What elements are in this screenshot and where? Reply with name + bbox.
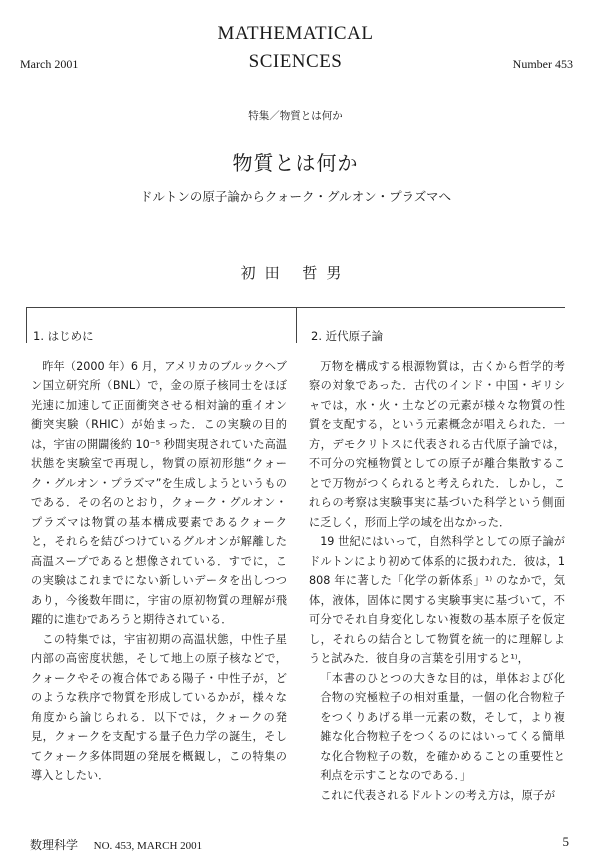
issue-number: Number 453: [512, 57, 573, 71]
body-paragraph: 19 世紀にはいって，自然科学としての原子論がドルトンにより初めて体系的に扱われた．彼は，1808 年に著した「化学の新体系」¹⁾ のなかで，気体，液体，固体に関する実験事実に基づいて，不可分でそれ自身変化しない複数の基本原子を仮定し，それらの結合として物質を統一的に理解しようと試みた．彼自身の言葉を引用すると¹⁾，: [309, 535, 565, 665]
right-column-marker: [296, 307, 297, 343]
article-title: 物質とは何か: [232, 151, 359, 175]
body-paragraph: 万物を構成する根源物質は，古くから哲学的考察の対象であった．古代のインド・中国・ギリシャでは，水・火・土などの元素が様々な物質の性質を支配する，という元素概念が唱えられた．一方，デモクリトスに代表される古代原子論では，不可分の究極物質としての原子が離合集散することで万物がつくられると考えられた．しかし，これらの考察は実験事実に基づいた科学という側面に乏しく，形而上学の域を出なかった．: [309, 359, 565, 529]
body-paragraph: これに代表されるドルトンの考え方は，原子が: [320, 788, 556, 802]
body-paragraph: この特集では，宇宙初期の高温状態，中性子星内部の高密度状態，そして地上の原子核などで，クォークやその複合体である陽子・中性子が，どのような秩序で物質を形成しているかが，様々な角度から論じられる．以下では，クォークの発見，クォークを支配する量子色力学の誕生，そしてクォーク多体問題の発展を概観し，この特集の導入としたい．: [31, 632, 287, 782]
section-heading-intro: 1. はじめに: [33, 329, 94, 343]
journal-title-line1: MATHEMATICAL: [217, 23, 374, 44]
left-column: [31, 315, 287, 786]
right-column: [309, 315, 565, 805]
section-heading-atomism: 2. 近代原子論: [311, 329, 384, 343]
page-number: 5: [562, 834, 569, 849]
footer-issue-meta: NO. 453, MARCH 2001: [93, 840, 203, 852]
body-paragraph: 昨年（2000 年）6 月，アメリカのブルックヘブン国立研究所（BNL）で，金の原子核同士をほぼ光速に加速して正面衝突させる相対論的重イオン衝突実験（RHIC）が始まった．この実験の目的は，宇宙の開闢後約 10⁻⁵ 秒間実現されていた高温状態を実験室で再現し，物質の原初形態“クォーク・グルオン・プラズマ”を生成しようというものである．その名のとおり，クォーク・グルオン・プラズマは物質の基本構成要素であるクォークと，それらを結びつけているグルオンが解離した高温スープであると想像されている．すでに，この実験はこれまでにない新しいデータを出しつつあり，今後数年間に，宇宙の原初物質の理解が飛躍的に進むであろうと期待されている．: [31, 359, 287, 626]
dalton-quote: 「本書のひとつの大きな目的は，単体および化合物の究極粒子の相対重量，一個の化合物粒子をつくりあげる単一元素の数，そして，より複雑な化合物粒子をつくるのにはいってくる簡単な化合物粒子の数，を確かめることの重要性と利点を示すことなのである．」: [320, 671, 565, 782]
footer-journal: [30, 836, 202, 853]
journal-title-line2: SCIENCES: [248, 51, 343, 72]
section-tag: 特集／物質とは何か: [248, 110, 343, 122]
left-column-marker: [26, 307, 27, 343]
issue-date: March 2001: [20, 57, 79, 71]
journal-title: [0, 20, 591, 76]
author-name: 初田 哲男: [240, 264, 351, 282]
article-subtitle: ドルトンの原子論からクォーク・グルオン・プラズマへ: [139, 189, 452, 204]
footer-journal-name: 数理科学: [30, 838, 79, 852]
